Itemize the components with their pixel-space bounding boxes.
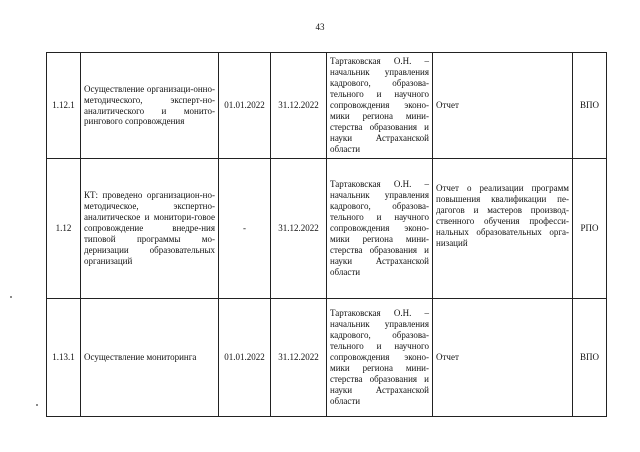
table-row: [47, 159, 607, 299]
activity-name: КТ: проведено организацион-но-методическое, экспертно-аналитическое и монитори-говое сопровождение внедре-ния типовой программы мо-дернизации образовательных организаций: [81, 159, 219, 299]
result-document: Отчет: [433, 53, 573, 159]
row-number: 1.13.1: [47, 299, 81, 417]
table-row: [47, 53, 607, 159]
end-date: 31.12.2022: [271, 299, 327, 417]
table-row: [47, 299, 607, 417]
level-code: ВПО: [573, 299, 607, 417]
level-code: РПО: [573, 159, 607, 299]
result-document: Отчет: [433, 299, 573, 417]
end-date: 31.12.2022: [271, 159, 327, 299]
scan-speck: [36, 404, 38, 406]
plan-table: [46, 52, 607, 417]
start-date: 01.01.2022: [219, 53, 271, 159]
result-document: Отчет о реализации программ повышения квалификации пе-дагогов и мастеров производ-ственного обучения професси-нальных образовательных орга-низаций: [433, 159, 573, 299]
responsible-person: Тартаковская О.Н. – начальник управления кадрового, образова-тельного и научного сопровождения эконо-мики региона мини-стерства образования и науки Астраханской области: [327, 53, 433, 159]
responsible-person: Тартаковская О.Н. – начальник управления кадрового, образова-тельного и научного сопровождения эконо-мики региона мини-стерства образования и науки Астраханской области: [327, 299, 433, 417]
responsible-person: Тартаковская О.Н. – начальник управления кадрового, образова-тельного и научного сопровождения эконо-мики региона мини-стерства образования и науки Астраханской области: [327, 159, 433, 299]
start-date: 01.01.2022: [219, 299, 271, 417]
level-code: ВПО: [573, 53, 607, 159]
scan-speck: [10, 296, 12, 298]
start-date: -: [219, 159, 271, 299]
row-number: 1.12: [47, 159, 81, 299]
activity-name: Осуществление организаци-онно-методического, эксперт-но-аналитического и монито-рингового сопровождения: [81, 53, 219, 159]
page-number: 43: [315, 22, 325, 32]
activity-name: Осуществление мониторинга: [81, 299, 219, 417]
end-date: 31.12.2022: [271, 53, 327, 159]
row-number: 1.12.1: [47, 53, 81, 159]
